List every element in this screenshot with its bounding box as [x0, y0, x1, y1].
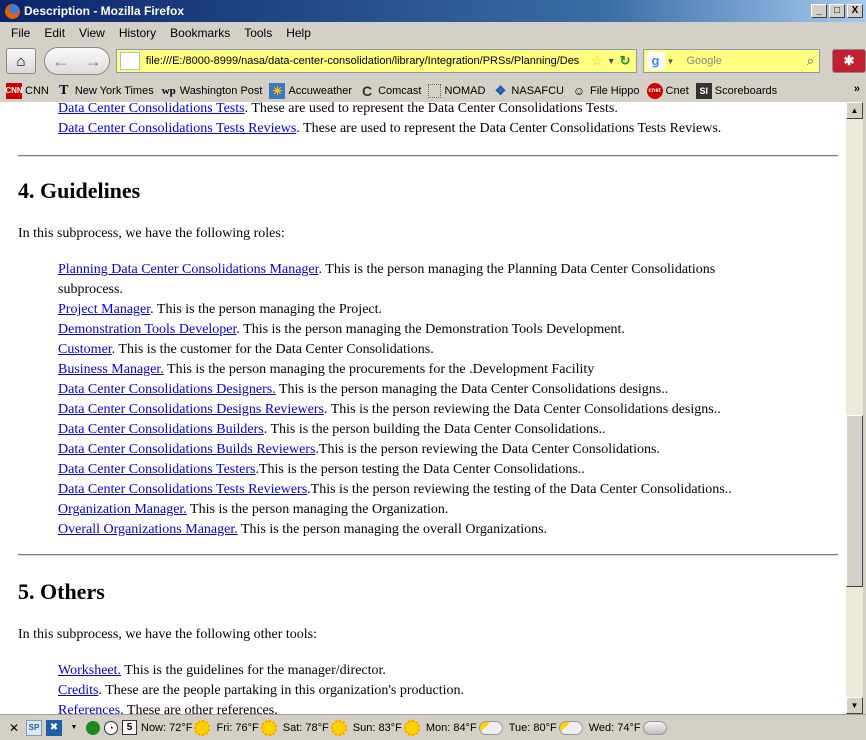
item-description: .This is the person testing the Data Center Consolidations.. — [255, 462, 585, 477]
menu-bar — [0, 22, 866, 43]
bookmark-comcast[interactable] — [359, 83, 421, 99]
bookmark-cnet[interactable] — [647, 83, 689, 99]
divider — [18, 554, 838, 556]
item-description: This is the guidelines for the manager/director. — [121, 663, 386, 678]
green-status-icon[interactable] — [86, 721, 100, 735]
close-button[interactable]: X — [847, 4, 863, 18]
forecast-label: Wed: 74°F — [588, 721, 641, 734]
window-controls — [811, 4, 863, 18]
list-item — [58, 701, 828, 714]
bookmark-washington-post[interactable] — [161, 83, 263, 99]
bookmark-label: Cnet — [665, 84, 689, 97]
bookmark-label: CNN — [25, 84, 49, 97]
forecast-label: Now: 72°F — [141, 721, 193, 734]
list-item — [58, 400, 828, 420]
item-link[interactable]: Overall Organizations Manager. — [58, 522, 238, 537]
forward-arrow-icon[interactable]: → — [83, 50, 102, 71]
item-link[interactable]: Business Manager. — [58, 362, 164, 377]
clock-icon[interactable]: ◔ — [104, 721, 118, 735]
section-intro: In this subprocess, we have the following other tools: — [18, 627, 318, 642]
list-item — [58, 520, 828, 540]
item-link[interactable]: Organization Manager. — [58, 502, 187, 517]
list-item — [58, 420, 828, 440]
menu-tools[interactable]: Tools — [244, 25, 273, 40]
item-description: . These are used to represent the Data Center Consolidations Tests. — [244, 102, 618, 116]
cloudy-icon — [643, 721, 667, 735]
arrow-up-icon: ▲ — [850, 106, 859, 115]
item-description: This is the person managing the overall Organizations. — [237, 522, 548, 537]
item-link[interactable]: Data Center Consolidations Designs Reviewers — [58, 402, 324, 417]
item-description: . This is the person building the Data Center Consolidations.. — [263, 422, 606, 437]
item-description: . This is the person managing the Project. — [150, 302, 383, 317]
bookmark-accuweather[interactable] — [269, 83, 352, 99]
calendar-icon[interactable]: 5 — [122, 720, 137, 735]
filehippo-icon: ☺ — [572, 83, 586, 98]
window-titlebar — [0, 0, 866, 22]
sun-icon — [404, 720, 420, 736]
forecast-mon[interactable] — [426, 721, 503, 735]
list-item — [58, 102, 828, 119]
item-link[interactable]: Project Manager — [58, 302, 151, 317]
forecast-label: Sun: 83°F — [352, 721, 402, 734]
minimize-button[interactable]: _ — [811, 4, 827, 18]
item-link[interactable]: Data Center Consolidations Tests Reviewers — [58, 482, 308, 497]
item-link[interactable]: Data Center Consolidations Tests — [58, 102, 245, 116]
menu-history[interactable]: History — [118, 25, 157, 40]
item-description: . These are other references. — [120, 703, 278, 714]
menu-file[interactable]: File — [11, 25, 31, 40]
arrow-down-icon: ▼ — [850, 701, 859, 710]
list-item — [58, 681, 828, 701]
home-button[interactable] — [6, 48, 36, 74]
item-description: . These are used to represent the Data Center Consolidations Tests Reviews. — [296, 121, 722, 136]
nasafcu-icon: ❖ — [494, 82, 507, 98]
comcast-icon: C — [362, 82, 373, 99]
list-item — [58, 380, 828, 400]
cnn-icon: CNN — [6, 83, 22, 99]
bookmark-scoreboards[interactable] — [696, 83, 777, 99]
divider — [18, 155, 838, 157]
bookmark-label: New York Times — [74, 84, 154, 97]
item-description: . This is the person managing the Planning Data Center Consolidations subprocess. — [58, 262, 716, 297]
item-link[interactable]: References — [58, 703, 121, 714]
forecast-tue[interactable] — [509, 721, 583, 735]
menu-bookmarks[interactable]: Bookmarks — [170, 25, 231, 40]
item-description: This is the person managing the Organization. — [186, 502, 449, 517]
forecast-now[interactable] — [141, 720, 210, 736]
site-identity-icon[interactable] — [120, 52, 140, 70]
menu-help[interactable]: Help — [286, 25, 311, 40]
addon-icon: ✱ — [843, 53, 855, 68]
forecast-sun[interactable] — [353, 720, 420, 736]
bookmark-star-icon[interactable]: ☆ — [591, 53, 603, 68]
list-item — [58, 260, 778, 300]
bookmark-label: Scoreboards — [714, 84, 778, 97]
sun-icon — [261, 720, 277, 736]
bookmarks-toolbar — [0, 79, 866, 102]
bookmark-nasafcu[interactable] — [492, 83, 564, 99]
item-link[interactable]: Credits — [58, 683, 99, 698]
forecast-label: Mon: 84°F — [425, 721, 477, 734]
close-addon-bar-icon[interactable]: ✕ — [8, 720, 20, 735]
list-item — [58, 320, 828, 340]
back-arrow-icon[interactable]: ← — [51, 50, 70, 71]
scroll-up-button[interactable] — [846, 102, 863, 119]
bookmark-label: Comcast — [378, 84, 422, 97]
forecast-fri[interactable] — [216, 720, 276, 736]
item-description: . This is the person managing the Demonstration Tools Development. — [236, 322, 625, 337]
item-link[interactable]: Data Center Consolidations Testers — [58, 462, 256, 477]
item-description: .This is the person reviewing the testing of the Data Center Consolidations.. — [307, 482, 732, 497]
item-link[interactable]: Data Center Consolidations Builders — [58, 422, 264, 437]
list-item — [58, 119, 828, 139]
wp-icon: wp — [161, 84, 176, 97]
list-item — [58, 460, 828, 480]
back-forward-buttons — [44, 47, 110, 75]
bookmarks-overflow-icon[interactable]: » — [853, 83, 860, 95]
accuweather-icon: ☀ — [269, 83, 285, 99]
sp-addon-icon[interactable]: SP — [26, 720, 42, 736]
item-description: This is the person managing the procurements for the .Development Facility — [163, 362, 595, 377]
item-link[interactable]: Data Center Consolidations Tests Reviews — [58, 121, 297, 136]
sun-icon — [194, 720, 210, 736]
bookmark-label: Accuweather — [288, 84, 353, 97]
url-bar[interactable] — [116, 49, 637, 73]
section-heading: 4. Guidelines — [18, 178, 141, 203]
item-link[interactable]: Planning Data Center Consolidations Manager — [58, 262, 319, 277]
reload-icon[interactable]: ↻ — [619, 53, 631, 68]
scrollbar-thumb[interactable] — [846, 415, 863, 587]
item-description: . These are the people partaking in this organization's production. — [98, 683, 464, 698]
page-content — [0, 102, 846, 714]
bookmark-label: File Hippo — [589, 84, 640, 97]
addon-button[interactable] — [832, 49, 866, 73]
page-icon — [428, 84, 441, 98]
search-icon[interactable]: ⌕ — [806, 53, 815, 68]
dropdown-icon[interactable]: ▼ — [70, 724, 78, 731]
item-link[interactable]: Customer — [58, 342, 112, 357]
si-icon: SI — [696, 83, 712, 99]
list-item — [58, 300, 828, 320]
window-title: Description - Mozilla Firefox — [24, 4, 185, 18]
search-engine-dropdown-icon[interactable]: ▼ — [666, 56, 675, 66]
partly-cloudy-icon — [559, 721, 583, 735]
forecast-sat[interactable] — [283, 720, 347, 736]
forecast-label: Sat: 78°F — [282, 721, 329, 734]
item-description: . This is the customer for the Data Center Consolidations. — [111, 342, 434, 357]
list-item — [58, 480, 828, 500]
list-item — [58, 360, 828, 380]
menu-view[interactable]: View — [79, 25, 105, 40]
bookmark-cnn[interactable] — [6, 83, 49, 99]
bookmark-file-hippo[interactable] — [571, 83, 640, 99]
list-item — [58, 500, 828, 520]
bookmark-label: Washington Post — [179, 84, 263, 97]
xmarks-icon[interactable]: ✖ — [46, 720, 62, 736]
list-item — [58, 340, 828, 360]
search-bar[interactable] — [643, 49, 821, 73]
item-link[interactable]: Worksheet. — [58, 663, 122, 678]
vertical-scrollbar[interactable] — [846, 102, 863, 714]
sun-icon — [331, 720, 347, 736]
bookmark-nomad[interactable] — [428, 84, 485, 98]
bookmark-label: NOMAD — [444, 84, 486, 97]
section-intro: In this subprocess, we have the following roles: — [18, 226, 285, 241]
item-link[interactable]: Data Center Consolidations Designers. — [58, 382, 276, 397]
item-description: .This is the person reviewing the Data Center Consolidations. — [315, 442, 660, 457]
forecast-wed[interactable] — [589, 721, 667, 735]
cnet-icon: cnet — [647, 83, 663, 99]
bookmark-label: NASAFCU — [511, 84, 564, 97]
item-link[interactable]: Data Center Consolidations Builds Reviewers — [58, 442, 316, 457]
forecast-label: Tue: 80°F — [508, 721, 557, 734]
forecast-label: Fri: 76°F — [216, 721, 259, 734]
partly-cloudy-icon — [479, 721, 503, 735]
item-link[interactable]: Demonstration Tools Developer — [58, 322, 237, 337]
maximize-button[interactable]: □ — [829, 4, 845, 18]
section-heading: 5. Others — [18, 579, 105, 604]
item-description: . This is the person reviewing the Data Center Consolidations designs.. — [323, 402, 721, 417]
home-icon: ⌂ — [16, 52, 26, 70]
google-icon[interactable]: g — [647, 52, 665, 70]
bookmark-new-york-times[interactable] — [56, 83, 154, 99]
url-dropdown-icon[interactable]: ▼ — [606, 56, 616, 66]
menu-edit[interactable]: Edit — [44, 25, 66, 40]
scroll-down-button[interactable] — [846, 697, 863, 714]
list-item — [58, 440, 828, 460]
navigation-toolbar — [0, 43, 866, 79]
url-input[interactable]: file:///E:/8000-8999/nasa/data-center-consolidation/library/Integration/PRSs/Planning/Des — [145, 55, 580, 67]
firefox-logo-icon — [5, 4, 20, 19]
status-bar — [0, 714, 866, 740]
nyt-icon: T — [59, 82, 69, 98]
item-description: This is the person managing the Data Center Consolidations designs.. — [275, 382, 669, 397]
list-item — [58, 661, 828, 681]
search-input[interactable]: Google — [686, 55, 722, 67]
